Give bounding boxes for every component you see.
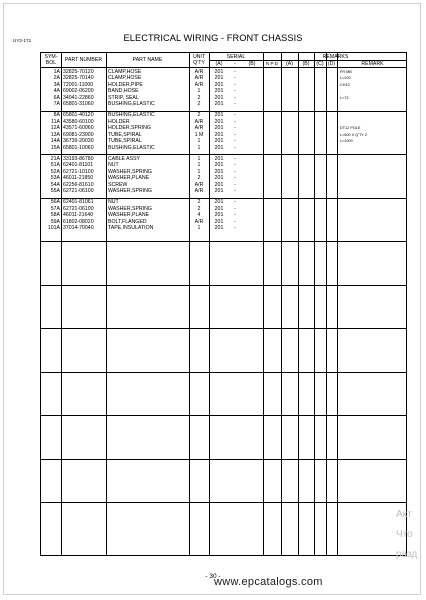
- cell-serial-from: 201: [214, 101, 224, 107]
- cell-symbol: 58A: [50, 212, 60, 218]
- header-unit-qty: UNIT Q'TY: [192, 54, 206, 66]
- cell-serial-from: 201: [214, 155, 224, 162]
- cell-symbol: 6A: [53, 94, 60, 101]
- header-part-number: PART NUMBER: [64, 57, 103, 63]
- cell-serial-from: 201: [214, 188, 224, 194]
- header-rem-d: (D): [327, 61, 336, 67]
- cell-serial-dash: -: [234, 212, 236, 218]
- cell-unit-qty: 1: [197, 138, 201, 144]
- header-remarks: REMARKS: [322, 54, 349, 60]
- cell-serial-dash: -: [234, 188, 236, 194]
- cell-serial-dash: -: [234, 94, 236, 101]
- header-serial-a: (A): [215, 61, 223, 67]
- cell-serial-dash: -: [234, 75, 236, 81]
- cell-unit-qty: 1: [197, 162, 201, 168]
- cell-serial-from: 201: [214, 181, 224, 188]
- cell-unit-qty: 2: [197, 175, 201, 181]
- header-part-name: PART NAME: [132, 57, 163, 63]
- cell-serial-from: 201: [214, 212, 224, 218]
- cell-part-number: 62721-06100: [63, 188, 94, 194]
- group-rule: [41, 241, 406, 242]
- cell-serial-from: 201: [214, 68, 224, 75]
- cell-symbol: 3A: [53, 81, 60, 88]
- cell-symbol: 101A: [47, 225, 60, 231]
- col-rule: [314, 53, 315, 555]
- cell-serial-dash: -: [234, 144, 236, 151]
- cell-unit-qty: A/R: [194, 218, 204, 225]
- cell-part-number: 65801-40120: [63, 112, 94, 118]
- cell-part-number: 62721-10100: [63, 168, 94, 175]
- header-symbol: SYM- BOL: [44, 54, 58, 66]
- cell-serial-from: 201: [214, 75, 224, 81]
- cell-symbol: 51A: [50, 162, 60, 168]
- cell-part-name: BUSHING,ELASTIC: [108, 101, 155, 107]
- cell-part-name: SCREW: [108, 181, 128, 188]
- cell-symbol: 59A: [50, 218, 60, 225]
- cell-symbol: 2A: [53, 75, 60, 81]
- page-title: ELECTRICAL WIRING - FRONT CHASSIS: [123, 33, 303, 43]
- cell-part-number: 62401-81101: [63, 162, 94, 168]
- cell-part-number: 32825-70120: [63, 68, 94, 75]
- cell-part-name: WASHER,SPRING: [108, 188, 152, 194]
- cell-part-number: 62256-81610: [63, 181, 94, 188]
- cell-part-number: 65801-10060: [63, 144, 94, 151]
- header-serial-b: (B): [248, 61, 256, 67]
- cell-serial-from: 201: [214, 112, 224, 118]
- cell-serial-dash: -: [234, 81, 236, 88]
- cell-part-number: 33193-86780: [63, 155, 94, 162]
- cell-unit-qty: A/R: [194, 125, 204, 131]
- cell-remark: L=600 X Q'TY 2: [340, 132, 367, 137]
- col-rule: [106, 53, 107, 555]
- cell-serial-dash: -: [234, 125, 236, 131]
- cell-symbol: 52A: [50, 168, 60, 175]
- cell-unit-qty: 1: [197, 144, 201, 151]
- cell-serial-from: 201: [214, 131, 224, 138]
- header-rem-c: (C): [316, 61, 324, 67]
- page-code: UY2-171: [13, 38, 32, 43]
- cell-part-name: BUSHING,ELASTIC: [108, 144, 155, 151]
- cell-serial-dash: -: [234, 175, 236, 181]
- cell-unit-qty: 1 M: [194, 131, 204, 138]
- cell-part-name: NUT: [108, 162, 119, 168]
- cell-part-number: 37014-70040: [63, 225, 94, 231]
- cell-part-name: HOLDER,PIPE: [108, 81, 143, 88]
- cell-serial-from: 201: [214, 88, 224, 94]
- cell-unit-qty: 2: [197, 199, 201, 205]
- cell-symbol: 11A: [51, 118, 60, 125]
- col-rule: [337, 53, 338, 555]
- cell-unit-qty: 1: [197, 155, 201, 162]
- cell-serial-dash: -: [234, 181, 236, 188]
- cell-part-name: TUBE,SPIRAL: [108, 131, 142, 138]
- cell-unit-qty: A/R: [194, 188, 204, 194]
- cell-unit-qty: 2: [197, 94, 201, 101]
- cell-part-name: HOLDER,SPRING: [108, 125, 151, 131]
- group-rule: [41, 328, 406, 329]
- cell-part-name: TUBE,SPIRAL: [108, 138, 142, 144]
- cell-serial-from: 201: [214, 81, 224, 88]
- cell-serial-dash: -: [234, 199, 236, 205]
- cell-unit-qty: 2: [197, 101, 201, 107]
- cell-symbol: 12A: [50, 125, 60, 131]
- cell-serial-dash: -: [234, 205, 236, 212]
- cell-remark: DT12 POLE: [340, 126, 361, 130]
- cell-unit-qty: 2: [197, 112, 201, 118]
- cell-symbol: 15A: [50, 144, 60, 151]
- cell-part-name: CLAMP,HOSE: [108, 75, 142, 81]
- cell-serial-from: 201: [214, 125, 224, 131]
- cell-serial-from: 201: [214, 199, 224, 205]
- cell-remark: L=72: [340, 95, 349, 100]
- cell-serial-from: 201: [214, 205, 224, 212]
- cell-part-name: WASHER,PLANE: [108, 175, 150, 181]
- cell-symbol: 56A: [50, 199, 60, 205]
- cell-part-number: 32825-70140: [63, 75, 94, 81]
- cell-unit-qty: 2: [197, 205, 201, 212]
- cell-serial-dash: -: [234, 131, 236, 138]
- cell-serial-dash: -: [234, 162, 236, 168]
- cell-symbol: 14A: [50, 138, 60, 144]
- header-serial: SERIAL: [226, 54, 246, 60]
- cell-part-name: BAND,HOSE: [108, 88, 139, 94]
- cell-part-name: WASHER,SPRING: [108, 205, 152, 212]
- group-rule: [41, 415, 406, 416]
- group-rule: [41, 459, 406, 460]
- cell-unit-qty: 4: [197, 212, 201, 218]
- cell-serial-dash: -: [234, 138, 236, 144]
- cell-symbol: 57A: [50, 205, 60, 212]
- cell-part-number: 72001-11000: [63, 81, 94, 88]
- group-rule: [41, 502, 406, 503]
- cell-symbol: 54A: [50, 181, 60, 188]
- cell-serial-from: 201: [214, 138, 224, 144]
- cell-part-name: NUT: [108, 199, 119, 205]
- cell-serial-dash: -: [234, 168, 236, 175]
- cell-unit-qty: A/R: [194, 118, 204, 125]
- cell-serial-dash: -: [234, 112, 236, 118]
- cell-remark: L=202: [340, 76, 351, 80]
- col-rule: [61, 53, 62, 555]
- cell-serial-dash: -: [234, 101, 236, 107]
- cell-part-number: 46011-21850: [63, 175, 94, 181]
- cell-part-name: BOLT,FLANGED: [108, 218, 147, 225]
- cell-part-name: STRIP, SEAL: [108, 94, 139, 101]
- cell-unit-qty: 1: [197, 168, 201, 175]
- cell-part-name: HOLDER: [108, 118, 130, 125]
- col-rule: [326, 53, 327, 555]
- cell-symbol: 7A: [53, 101, 60, 107]
- cell-serial-from: 201: [214, 168, 224, 175]
- cell-part-number: 65801-31060: [63, 101, 94, 107]
- group-rule: [41, 285, 406, 286]
- cell-serial-dash: -: [234, 88, 236, 94]
- cell-symbol: 8A: [53, 112, 60, 118]
- cell-remark: CH10: [340, 82, 350, 87]
- cell-part-number: 61802-08020: [63, 218, 94, 225]
- cell-symbol: 55A: [50, 188, 60, 194]
- cell-part-number: 62721-06100: [63, 205, 94, 212]
- col-rule: [281, 53, 282, 555]
- cell-part-number: 62401-81061: [63, 199, 94, 205]
- cell-part-name: WASHER,SPRING: [108, 168, 152, 175]
- page-number: - 30 -: [205, 573, 221, 580]
- cell-part-number: 43580-60100: [63, 118, 94, 125]
- cell-part-name: TAPE,INSULATION: [108, 225, 154, 231]
- cell-symbol: 21A: [50, 155, 60, 162]
- cell-remark: L=1000: [340, 139, 353, 143]
- cell-part-number: 34041-22860: [63, 94, 94, 101]
- cell-part-number: 46011-21640: [63, 212, 94, 218]
- group-rule: [41, 372, 406, 373]
- cell-serial-from: 201: [214, 144, 224, 151]
- cell-unit-qty: A/R: [194, 181, 204, 188]
- cell-part-name: WASHER,PLANE: [108, 212, 150, 218]
- watermark-ghost-text: Акт Что разд: [396, 509, 418, 560]
- cell-serial-dash: -: [234, 155, 236, 162]
- col-rule: [263, 53, 264, 555]
- cell-part-number: 69002-06200: [63, 88, 94, 94]
- col-rule: [209, 53, 210, 555]
- cell-unit-qty: 1: [197, 88, 201, 94]
- cell-unit-qty: A/R: [194, 75, 204, 81]
- header-rem-b: (B): [302, 61, 310, 67]
- col-rule: [298, 53, 299, 555]
- cell-part-number: 43571-60060: [63, 125, 94, 131]
- cell-remark: FR MB: [340, 69, 352, 74]
- parts-table: [40, 52, 407, 556]
- watermark-url[interactable]: www.epcatalogs.com: [214, 576, 323, 588]
- cell-unit-qty: 1: [197, 225, 201, 231]
- cell-unit-qty: A/R: [194, 68, 204, 75]
- cell-part-number: 36739-20030: [63, 138, 94, 144]
- cell-serial-dash: -: [234, 225, 236, 231]
- cell-part-number: 69081-23000: [63, 131, 94, 138]
- cell-serial-from: 201: [214, 94, 224, 101]
- cell-serial-from: 201: [214, 118, 224, 125]
- cell-serial-dash: -: [234, 118, 236, 125]
- header-serial-dash: -: [234, 61, 236, 67]
- header-remark: REMARK: [361, 61, 384, 67]
- cell-symbol: 4A: [53, 88, 60, 94]
- cell-part-name: BUSHING,ELASTIC: [108, 112, 155, 118]
- header-rem-a: (A): [286, 61, 293, 67]
- cell-serial-dash: -: [234, 68, 236, 75]
- cell-part-name: CABLE ASSY: [108, 155, 141, 162]
- cell-serial-from: 201: [214, 218, 224, 225]
- cell-symbol: 1A: [53, 68, 60, 75]
- cell-serial-from: 201: [214, 225, 224, 231]
- cell-part-name: CLAMP,HOSE: [108, 68, 142, 75]
- cell-serial-from: 201: [214, 162, 224, 168]
- cell-serial-dash: -: [234, 218, 236, 225]
- cell-symbol: 53A: [50, 175, 60, 181]
- cell-unit-qty: A/R: [194, 81, 204, 88]
- cell-symbol: 13A: [50, 131, 60, 138]
- header-npd: N P D: [265, 61, 279, 66]
- cell-serial-from: 201: [214, 175, 224, 181]
